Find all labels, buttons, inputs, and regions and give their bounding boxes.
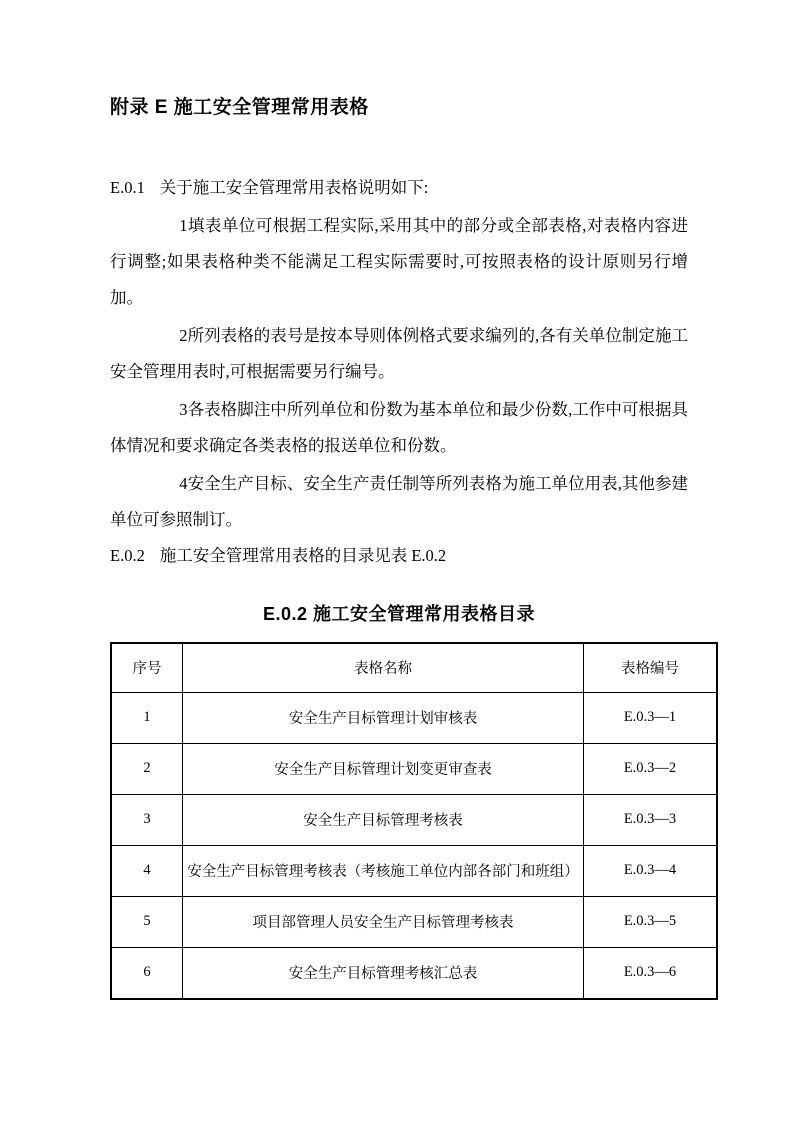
table-header-name: 表格名称 xyxy=(183,643,584,693)
row-no: 3 xyxy=(111,794,183,845)
row-name: 安全生产目标管理考核汇总表 xyxy=(183,947,584,999)
table-header-no: 序号 xyxy=(111,643,183,693)
table-row xyxy=(111,845,717,896)
row-code: E.0.3—2 xyxy=(584,743,718,794)
table-row xyxy=(111,743,717,794)
table-header-row xyxy=(111,643,717,693)
section-e02-label: E.0.2 xyxy=(110,545,145,565)
list-item-1-text: 填表单位可根据工程实际,采用其中的部分或全部表格,对表格内容进行调整;如果表格种类不能满足工程实际需要时,可按照表格的设计原则另行增加。 xyxy=(110,215,688,307)
row-code: E.0.3—6 xyxy=(584,947,718,999)
list-item-4-text: 安全生产目标、安全生产责任制等所列表格为施工单位用表,其他参建单位可参照制订。 xyxy=(110,473,688,529)
row-no: 5 xyxy=(111,896,183,947)
row-no: 1 xyxy=(111,692,183,743)
list-item-3-text: 各表格脚注中所列单位和份数为基本单位和最少份数,工作中可根据具体情况和要求确定各类表格的报送单位和份数。 xyxy=(110,399,688,455)
list-item-2-marker: 2 xyxy=(179,325,188,345)
list-item-1-marker: 1 xyxy=(179,215,188,235)
table-row xyxy=(111,692,717,743)
table-row xyxy=(111,794,717,845)
list-item-3 xyxy=(110,392,688,464)
table-row xyxy=(111,896,717,947)
row-code: E.0.3—3 xyxy=(584,794,718,845)
row-code: E.0.3—1 xyxy=(584,692,718,743)
section-e01 xyxy=(110,170,688,206)
row-code: E.0.3—4 xyxy=(584,845,718,896)
row-name: 安全生产目标管理考核表 xyxy=(183,794,584,845)
row-no: 4 xyxy=(111,845,183,896)
table-caption: E.0.2 施工安全管理常用表格目录 xyxy=(262,603,536,624)
table-header-code: 表格编号 xyxy=(584,643,718,693)
list-item-2 xyxy=(110,318,688,390)
section-e02 xyxy=(110,538,688,574)
row-name: 项目部管理人员安全生产目标管理考核表 xyxy=(183,896,584,947)
list-item-1 xyxy=(110,208,688,316)
section-e02-text: 施工安全管理常用表格的目录见表 E.0.2 xyxy=(159,545,447,565)
list-item-2-text: 所列表格的表号是按本导则体例格式要求编列的,各有关单位制定施工安全管理用表时,可根据需要另行编号。 xyxy=(110,325,688,381)
list-item-3-marker: 3 xyxy=(179,399,188,419)
row-name: 安全生产目标管理计划审核表 xyxy=(183,692,584,743)
section-e01-label: E.0.1 xyxy=(110,177,145,197)
section-e01-text: 关于施工安全管理常用表格说明如下: xyxy=(159,177,429,197)
row-code: E.0.3—5 xyxy=(584,896,718,947)
row-name: 安全生产目标管理计划变更审查表 xyxy=(183,743,584,794)
catalog-table xyxy=(110,642,718,1000)
list-item-4-marker: 4 xyxy=(179,473,188,493)
row-no: 2 xyxy=(111,743,183,794)
page-title: 附录 E 施工安全管理常用表格 xyxy=(110,97,369,118)
list-item-4 xyxy=(110,466,688,538)
row-name: 安全生产目标管理考核表（考核施工单位内部各部门和班组） xyxy=(183,845,584,896)
table-row xyxy=(111,947,717,999)
row-no: 6 xyxy=(111,947,183,999)
